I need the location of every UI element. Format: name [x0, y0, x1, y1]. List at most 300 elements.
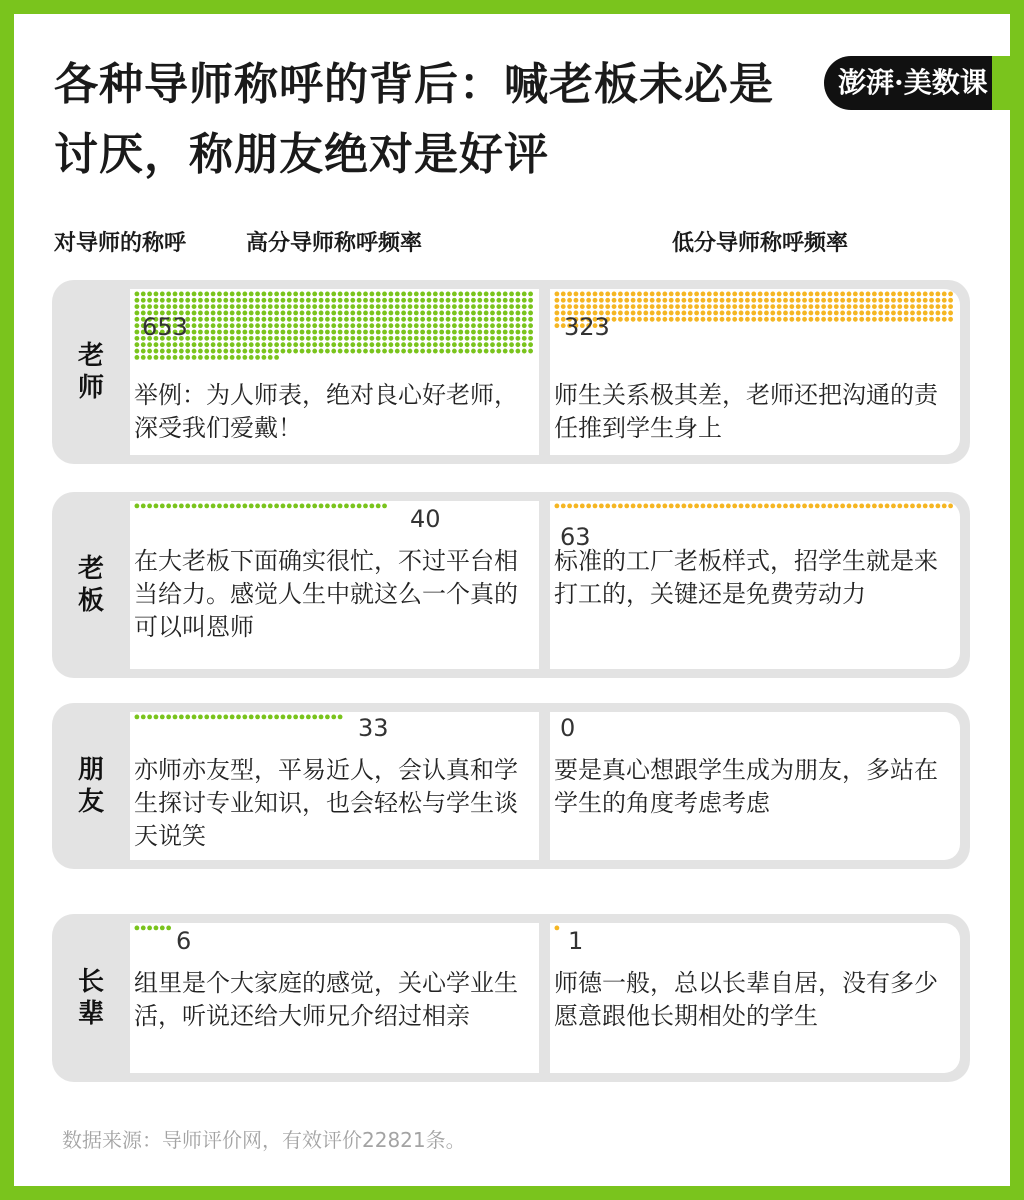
dot-mark: [662, 317, 667, 322]
dot-mark: [154, 304, 159, 309]
dot-mark: [669, 504, 674, 509]
dot-mark: [605, 292, 610, 297]
dot-mark: [319, 304, 324, 309]
dot-mark: [389, 349, 394, 354]
dot-mark: [796, 292, 801, 297]
dot-mark: [828, 292, 833, 297]
dot-mark: [452, 336, 457, 341]
dot-mark: [198, 336, 203, 341]
dot-mark: [745, 504, 750, 509]
dot-mark: [701, 292, 706, 297]
dot-mark: [872, 292, 877, 297]
dot-mark: [293, 336, 298, 341]
dot-mark: [312, 715, 317, 720]
dot-mark: [274, 715, 279, 720]
dot-mark: [503, 298, 508, 303]
high-cell: [130, 923, 539, 1073]
dot-mark: [160, 715, 165, 720]
dot-mark: [223, 342, 228, 347]
dot-mark: [910, 298, 915, 303]
dot-mark: [726, 292, 731, 297]
dot-mark: [720, 292, 725, 297]
dot-mark: [713, 298, 718, 303]
dot-mark: [637, 304, 642, 309]
dot-mark: [135, 504, 140, 509]
dot-mark: [650, 292, 655, 297]
dot-mark: [230, 298, 235, 303]
dot-mark: [593, 504, 598, 509]
dot-mark: [268, 330, 273, 335]
dot-mark: [160, 926, 165, 931]
dot-mark: [751, 311, 756, 316]
dot-mark: [948, 504, 953, 509]
dot-mark: [612, 298, 617, 303]
dot-mark: [509, 298, 514, 303]
dot-mark: [496, 330, 501, 335]
dot-mark: [866, 317, 871, 322]
dot-mark: [720, 311, 725, 316]
dot-mark: [198, 342, 203, 347]
dot-mark: [408, 330, 413, 335]
dot-mark: [331, 311, 336, 316]
dot-mark: [204, 298, 209, 303]
dot-mark: [249, 323, 254, 328]
dot-mark: [331, 330, 336, 335]
dot-mark: [688, 317, 693, 322]
dot-mark: [420, 323, 425, 328]
dot-mark: [414, 298, 419, 303]
dot-mark: [414, 304, 419, 309]
dot-mark: [135, 292, 140, 297]
dot-mark: [612, 304, 617, 309]
dot-mark: [382, 349, 387, 354]
dot-mark: [274, 304, 279, 309]
dot-mark: [802, 504, 807, 509]
dot-mark: [433, 336, 438, 341]
dot-mark: [344, 323, 349, 328]
dot-mark: [192, 317, 197, 322]
dot-mark: [834, 298, 839, 303]
dot-mark: [262, 330, 267, 335]
dot-mark: [675, 311, 680, 316]
dot-mark: [420, 311, 425, 316]
dot-mark: [458, 298, 463, 303]
dot-mark: [446, 317, 451, 322]
dot-mark: [707, 311, 712, 316]
dot-mark: [395, 311, 400, 316]
dot-mark: [516, 317, 521, 322]
dot-mark: [458, 330, 463, 335]
dot-mark: [458, 304, 463, 309]
dot-mark: [382, 336, 387, 341]
dot-mark: [204, 292, 209, 297]
dot-mark: [872, 298, 877, 303]
dot-mark: [528, 336, 533, 341]
dot-mark: [662, 304, 667, 309]
dot-mark: [376, 323, 381, 328]
dot-mark: [357, 342, 362, 347]
dot-mark: [293, 292, 298, 297]
dot-mark: [783, 311, 788, 316]
dot-mark: [217, 311, 222, 316]
dot-mark: [828, 504, 833, 509]
dot-mark: [262, 355, 267, 360]
dot-mark: [770, 292, 775, 297]
dot-mark: [758, 298, 763, 303]
high-dots: [134, 503, 537, 512]
dot-mark: [300, 304, 305, 309]
dot-mark: [688, 298, 693, 303]
dot-mark: [477, 342, 482, 347]
dot-mark: [484, 349, 489, 354]
dot-mark: [682, 292, 687, 297]
term-text: 朋友: [77, 755, 104, 817]
dot-mark: [789, 311, 794, 316]
dot-mark: [458, 292, 463, 297]
dot-mark: [770, 311, 775, 316]
dot-mark: [465, 311, 470, 316]
low-count: 1: [568, 927, 584, 955]
dot-mark: [637, 298, 642, 303]
dot-mark: [281, 304, 286, 309]
dot-mark: [395, 336, 400, 341]
dot-mark: [509, 292, 514, 297]
dot-mark: [401, 292, 406, 297]
dot-mark: [401, 330, 406, 335]
dot-mark: [758, 292, 763, 297]
dot-mark: [643, 317, 648, 322]
low-dots: [554, 925, 957, 934]
dot-mark: [732, 304, 737, 309]
dot-mark: [255, 715, 260, 720]
dot-mark: [650, 304, 655, 309]
dot-mark: [885, 298, 890, 303]
dot-mark: [325, 342, 330, 347]
dot-mark: [758, 311, 763, 316]
dot-mark: [751, 504, 756, 509]
dot-mark: [408, 311, 413, 316]
dot-mark: [211, 330, 216, 335]
dot-mark: [682, 311, 687, 316]
dot-mark: [141, 926, 146, 931]
dot-mark: [338, 336, 343, 341]
high-count: 40: [410, 505, 441, 533]
dot-mark: [319, 504, 324, 509]
dot-mark: [344, 349, 349, 354]
dot-mark: [701, 311, 706, 316]
dot-mark: [688, 311, 693, 316]
dot-mark: [268, 298, 273, 303]
dot-mark: [490, 330, 495, 335]
dot-mark: [688, 304, 693, 309]
dot-mark: [369, 292, 374, 297]
dot-mark: [268, 715, 273, 720]
dot-mark: [319, 292, 324, 297]
dot-mark: [350, 349, 355, 354]
dot-mark: [942, 298, 947, 303]
dot-mark: [528, 323, 533, 328]
dot-mark: [496, 317, 501, 322]
dot-mark: [147, 298, 152, 303]
dot-mark: [204, 715, 209, 720]
dot-mark: [192, 355, 197, 360]
dot-mark: [192, 292, 197, 297]
dot-mark: [274, 330, 279, 335]
dot-mark: [281, 298, 286, 303]
dot-mark: [135, 330, 140, 335]
dot-mark: [300, 298, 305, 303]
dot-mark: [866, 298, 871, 303]
dot-mark: [439, 317, 444, 322]
dot-mark: [293, 311, 298, 316]
dot-mark: [662, 298, 667, 303]
dot-mark: [173, 304, 178, 309]
dot-mark: [650, 504, 655, 509]
dot-mark: [198, 311, 203, 316]
dot-mark: [433, 330, 438, 335]
row-friend: [52, 703, 970, 869]
dot-mark: [192, 342, 197, 347]
dot-mark: [758, 317, 763, 322]
dot-mark: [509, 304, 514, 309]
dot-mark: [389, 304, 394, 309]
dot-mark: [916, 298, 921, 303]
dot-mark: [528, 311, 533, 316]
dot-mark: [287, 336, 292, 341]
dot-mark: [452, 292, 457, 297]
dot-mark: [344, 342, 349, 347]
dot-mark: [758, 304, 763, 309]
dot-mark: [160, 355, 165, 360]
dot-mark: [872, 317, 877, 322]
dot-mark: [522, 330, 527, 335]
dot-mark: [312, 349, 317, 354]
dot-mark: [395, 298, 400, 303]
dot-mark: [885, 311, 890, 316]
dot-mark: [376, 342, 381, 347]
dot-mark: [312, 342, 317, 347]
dot-mark: [363, 323, 368, 328]
dot-mark: [420, 298, 425, 303]
dot-mark: [230, 336, 235, 341]
dot-mark: [166, 304, 171, 309]
dot-mark: [281, 504, 286, 509]
high-example: 亦师亦友型，平易近人，会认真和学生探讨专业知识，也会轻松与学生谈天说笑: [134, 756, 518, 850]
dot-mark: [350, 298, 355, 303]
dot-mark: [509, 323, 514, 328]
dot-mark: [942, 317, 947, 322]
dot-mark: [439, 292, 444, 297]
dot-mark: [618, 504, 623, 509]
dot-mark: [713, 504, 718, 509]
dot-mark: [828, 311, 833, 316]
dot-mark: [739, 298, 744, 303]
dot-mark: [758, 504, 763, 509]
dot-mark: [236, 715, 241, 720]
dot-mark: [859, 304, 864, 309]
dot-mark: [369, 336, 374, 341]
dot-mark: [910, 292, 915, 297]
dot-mark: [306, 342, 311, 347]
dot-mark: [694, 304, 699, 309]
dot-mark: [427, 323, 432, 328]
dot-mark: [561, 504, 566, 509]
dot-mark: [249, 298, 254, 303]
dot-mark: [433, 342, 438, 347]
dot-mark: [274, 355, 279, 360]
dot-mark: [204, 355, 209, 360]
dot-mark: [300, 292, 305, 297]
dot-mark: [834, 292, 839, 297]
dot-mark: [319, 336, 324, 341]
dot-mark: [135, 342, 140, 347]
dot-mark: [389, 336, 394, 341]
dot-mark: [567, 504, 572, 509]
dot-mark: [929, 317, 934, 322]
dot-mark: [496, 292, 501, 297]
dot-mark: [338, 342, 343, 347]
dot-mark: [293, 330, 298, 335]
dot-mark: [509, 330, 514, 335]
dot-mark: [446, 323, 451, 328]
dot-mark: [408, 349, 413, 354]
dot-mark: [357, 323, 362, 328]
dot-mark: [631, 304, 636, 309]
dot-mark: [249, 317, 254, 322]
dot-mark: [325, 298, 330, 303]
dot-mark: [764, 304, 769, 309]
dot-mark: [904, 298, 909, 303]
dot-mark: [223, 330, 228, 335]
dot-mark: [414, 336, 419, 341]
term-label: [52, 703, 130, 869]
dot-mark: [471, 342, 476, 347]
dot-mark: [236, 311, 241, 316]
dot-mark: [147, 715, 152, 720]
dot-mark: [249, 304, 254, 309]
dot-mark: [141, 342, 146, 347]
dot-mark: [230, 304, 235, 309]
dot-mark: [242, 311, 247, 316]
dot-mark: [287, 304, 292, 309]
dot-mark: [923, 298, 928, 303]
dot-mark: [522, 298, 527, 303]
dot-mark: [249, 292, 254, 297]
dot-mark: [408, 298, 413, 303]
dot-mark: [147, 926, 152, 931]
dot-mark: [344, 304, 349, 309]
dot-mark: [853, 317, 858, 322]
dot-mark: [217, 342, 222, 347]
dot-mark: [185, 342, 190, 347]
dot-mark: [223, 715, 228, 720]
dot-mark: [198, 330, 203, 335]
dot-mark: [293, 304, 298, 309]
dot-mark: [770, 304, 775, 309]
dot-mark: [503, 330, 508, 335]
dot-mark: [496, 342, 501, 347]
dot-mark: [631, 504, 636, 509]
dot-mark: [350, 317, 355, 322]
dot-mark: [211, 715, 216, 720]
dot-mark: [574, 292, 579, 297]
dot-mark: [789, 298, 794, 303]
dot-mark: [701, 298, 706, 303]
dot-mark: [141, 298, 146, 303]
dot-mark: [249, 504, 254, 509]
dot-mark: [192, 349, 197, 354]
dot-mark: [217, 349, 222, 354]
low-cell: [550, 501, 960, 669]
dot-mark: [859, 504, 864, 509]
dot-mark: [847, 317, 852, 322]
dot-mark: [166, 292, 171, 297]
dot-mark: [242, 355, 247, 360]
dot-mark: [528, 304, 533, 309]
dot-mark: [376, 304, 381, 309]
dot-mark: [281, 311, 286, 316]
dot-mark: [828, 298, 833, 303]
dot-mark: [726, 317, 731, 322]
dot-mark: [840, 311, 845, 316]
dot-mark: [331, 715, 336, 720]
dot-mark: [707, 292, 712, 297]
dot-mark: [726, 304, 731, 309]
dot-mark: [198, 298, 203, 303]
dot-mark: [389, 317, 394, 322]
dot-mark: [701, 504, 706, 509]
dot-mark: [427, 330, 432, 335]
dot-mark: [465, 317, 470, 322]
dot-mark: [249, 349, 254, 354]
dot-mark: [669, 311, 674, 316]
dot-mark: [198, 323, 203, 328]
dot-mark: [777, 317, 782, 322]
dot-mark: [593, 292, 598, 297]
dot-mark: [281, 292, 286, 297]
dot-mark: [503, 349, 508, 354]
dot-mark: [376, 311, 381, 316]
dot-mark: [401, 311, 406, 316]
dot-mark: [637, 504, 642, 509]
dot-mark: [382, 323, 387, 328]
dot-mark: [694, 311, 699, 316]
dot-mark: [484, 342, 489, 347]
dot-mark: [154, 292, 159, 297]
dot-mark: [555, 311, 560, 316]
dot-mark: [211, 311, 216, 316]
dot-mark: [916, 311, 921, 316]
dot-mark: [274, 342, 279, 347]
dot-mark: [923, 311, 928, 316]
dot-mark: [242, 292, 247, 297]
dot-mark: [198, 355, 203, 360]
dot-mark: [312, 323, 317, 328]
dot-mark: [885, 304, 890, 309]
dot-mark: [796, 504, 801, 509]
dot-mark: [401, 323, 406, 328]
dot-mark: [948, 311, 953, 316]
dot-mark: [160, 304, 165, 309]
dot-mark: [815, 292, 820, 297]
dot-mark: [650, 311, 655, 316]
dot-mark: [198, 292, 203, 297]
dot-mark: [179, 355, 184, 360]
header-high: 高分导师称呼频率: [246, 231, 423, 256]
dot-mark: [236, 298, 241, 303]
dot-mark: [853, 504, 858, 509]
dot-mark: [376, 330, 381, 335]
